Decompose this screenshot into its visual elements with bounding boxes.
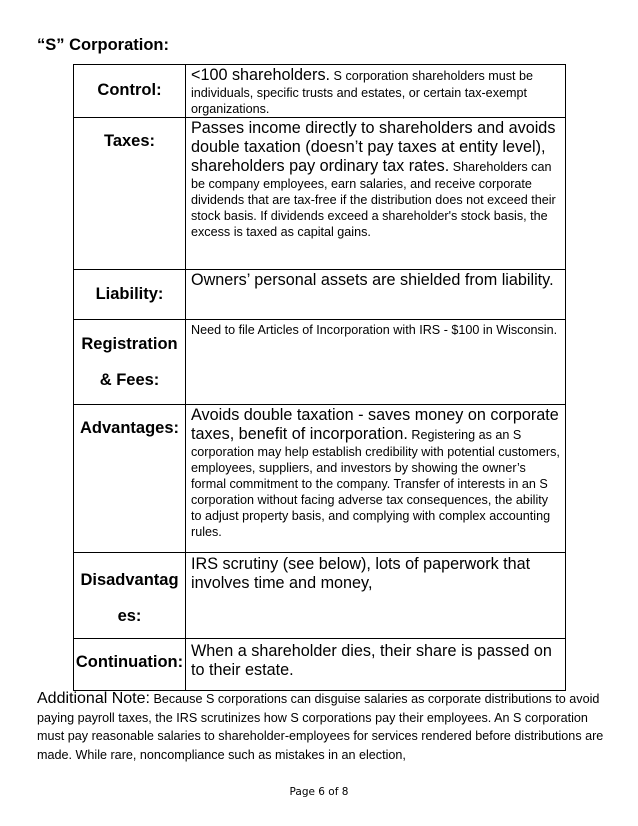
row-label-cell <box>74 553 186 639</box>
liability-main-text: Owners’ personal assets are shielded from liability. <box>191 271 554 289</box>
row-label-disadvantages-cont: es: <box>117 607 142 625</box>
disadvantages-main-text: IRS scrutiny (see below), lots of paperwork that involves time and money, <box>191 555 531 592</box>
table-row-advantages <box>74 405 566 553</box>
advantages-detail-text: Registering as an S corporation may help establish credibility with potential customers, employees, suppliers, and investors by showing the owner’s formal commitment to the company. Transfer of interests in an S corporation without facing adverse tax consequences, the ability to adjust property basis, and complying with complex accounting rules. <box>191 428 560 539</box>
row-label-cell <box>74 320 186 405</box>
note-text: Because S corporations can disguise salaries as corporate distributions to avoid paying payroll taxes, the IRS scrutinizes how S corporations pay their employees. An S corporation must pay reasonable salaries to shareholder-employees for services rendered before distributions are made. While rare, noncompliance such as mistakes in an election, <box>37 692 604 762</box>
row-label-advantages: Advantages: <box>79 419 180 437</box>
row-label-registration: Registration <box>81 335 178 353</box>
row-label-cell <box>74 118 186 270</box>
table-row-liability <box>74 270 566 320</box>
row-label-cell <box>74 405 186 553</box>
page-number: Page 6 of 8 <box>289 786 349 798</box>
row-label-liability: Liability: <box>95 285 164 303</box>
row-value-cell <box>186 405 566 553</box>
note-lead: Additional Note: <box>37 690 150 707</box>
control-main-text: <100 shareholders. <box>191 66 331 84</box>
taxes-detail-text: Shareholders can be company employees, earn salaries, and receive corporate dividends that are tax-free if the distribution does not exceed their stock basis. If dividends exceed a shareholder's stock basis, the excess is taxed as capital gains. <box>191 160 556 239</box>
row-label-disadvantages: Disadvantag <box>80 571 179 589</box>
advantages-main-text: Avoids double taxation - saves money on corporate taxes, benefit of incorporation. <box>191 406 559 443</box>
row-label-continuation: Continuation: <box>75 653 184 671</box>
page-title: “S” Corporation: <box>37 36 169 54</box>
additional-note <box>37 690 607 764</box>
table-row-continuation <box>74 639 566 691</box>
s-corporation-table <box>73 64 566 691</box>
row-label-cell <box>74 639 186 691</box>
row-value-cell <box>186 639 566 691</box>
table-row-control <box>74 65 566 118</box>
row-value-cell <box>186 320 566 405</box>
row-value-cell <box>186 118 566 270</box>
taxes-main-text: Passes income directly to shareholders and avoids double taxation (doesn’t pay taxes at entity level), shareholders pay ordinary tax rates. <box>191 119 556 175</box>
table-row-registration <box>74 320 566 405</box>
table-row-disadvantages <box>74 553 566 639</box>
row-label-cell <box>74 270 186 320</box>
row-value-cell <box>186 553 566 639</box>
row-label-cell <box>74 65 186 118</box>
row-value-cell <box>186 65 566 118</box>
registration-text: Need to file Articles of Incorporation with IRS - $100 in Wisconsin. <box>191 323 558 337</box>
row-label-control: Control: <box>97 81 162 99</box>
table-row-taxes <box>74 118 566 270</box>
row-label-taxes: Taxes: <box>103 132 156 150</box>
row-label-fees: & Fees: <box>99 371 160 389</box>
continuation-main-text: When a shareholder dies, their share is passed on to their estate. <box>191 642 552 679</box>
control-detail-text: S corporation shareholders must be individuals, specific trusts and estates, or certain tax-exempt organizations. <box>191 69 534 116</box>
row-value-cell <box>186 270 566 320</box>
